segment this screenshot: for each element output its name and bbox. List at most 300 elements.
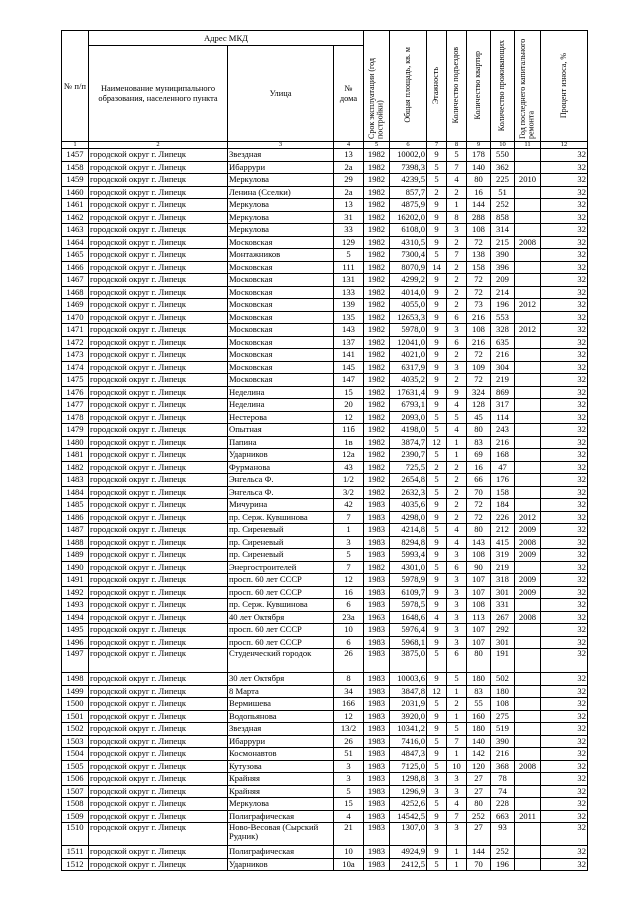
year-cell: 1983 [364,798,390,811]
house-cell: 42 [334,499,364,512]
area-cell: 4847,3 [390,748,427,761]
entrances-cell: 4 [447,798,467,811]
table-row [62,748,588,761]
area-cell: 1298,8 [390,773,427,786]
row-number: 1494 [62,611,89,624]
wear-cell: 32 [541,599,588,612]
entrances-cell: 3 [447,574,467,587]
apartments-cell: 80 [467,524,491,537]
row-number: 1491 [62,574,89,587]
floors-cell: 5 [427,249,447,262]
municipality-cell: городской округ г. Липецк [89,599,228,612]
municipality-cell: городской округ г. Липецк [89,624,228,637]
residents-cell: 216 [491,349,515,362]
apartments-cell: 73 [467,299,491,312]
year-cell: 1982 [364,386,390,399]
row-number: 1474 [62,361,89,374]
entrances-cell: 5 [447,149,467,162]
area-cell: 5978,5 [390,599,427,612]
residents-cell: 114 [491,411,515,424]
row-number: 1497 [62,649,89,673]
area-cell: 8070,9 [390,261,427,274]
house-cell: 23а [334,611,364,624]
floors-cell: 5 [427,561,447,574]
entrances-cell: 4 [447,536,467,549]
table-row [62,785,588,798]
area-cell: 4198,0 [390,424,427,437]
table-row [62,349,588,362]
wear-cell: 32 [541,299,588,312]
table-body [62,149,588,871]
table-row [62,524,588,537]
row-number: 1499 [62,685,89,698]
municipality-cell: городской округ г. Липецк [89,211,228,224]
street-cell: Ленина (Сселки) [228,186,334,199]
entrances-cell: 7 [447,735,467,748]
floors-cell: 9 [427,574,447,587]
table-row [62,336,588,349]
wear-cell: 32 [541,511,588,524]
residents-cell: 219 [491,374,515,387]
repair-year-cell [515,149,541,162]
house-cell: 2а [334,161,364,174]
table-row [62,361,588,374]
entrances-cell: 2 [447,474,467,487]
municipality-cell: городской округ г. Липецк [89,611,228,624]
year-cell: 1982 [364,374,390,387]
residents-cell: 158 [491,486,515,499]
repair-year-cell [515,499,541,512]
column-number: 12 [541,142,588,149]
area-cell: 5976,4 [390,624,427,637]
entrances-cell: 2 [447,299,467,312]
table-row [62,411,588,424]
repair-year-cell [515,461,541,474]
table-row [62,649,588,673]
row-number: 1480 [62,436,89,449]
column-number: 2 [89,142,228,149]
wear-cell: 32 [541,161,588,174]
house-cell: 131 [334,274,364,287]
area-cell: 4055,0 [390,299,427,312]
municipality-cell: городской округ г. Липецк [89,760,228,773]
residents-cell: 550 [491,149,515,162]
table-row [62,224,588,237]
entrances-cell: 1 [447,858,467,871]
residents-cell: 108 [491,698,515,711]
house-cell: 26 [334,649,364,673]
apartments-cell: 128 [467,399,491,412]
wear-cell: 32 [541,536,588,549]
entrances-cell: 2 [447,461,467,474]
street-cell: Московская [228,274,334,287]
street-cell: пр. Сиреневый [228,549,334,562]
entrances-cell: 2 [447,374,467,387]
street-cell: Московская [228,336,334,349]
municipality-cell: городской округ г. Липецк [89,685,228,698]
street-cell: Звездная [228,723,334,736]
floors-cell: 9 [427,361,447,374]
residents-cell: 74 [491,785,515,798]
area-cell: 4014,0 [390,286,427,299]
entrances-cell: 3 [447,823,467,846]
repair-year-cell [515,748,541,761]
residents-cell: 214 [491,286,515,299]
apartments-cell: 180 [467,673,491,686]
repair-year-cell [515,286,541,299]
residents-cell: 196 [491,299,515,312]
floors-cell: 9 [427,374,447,387]
entrances-cell: 2 [447,349,467,362]
wear-cell: 32 [541,374,588,387]
municipality-cell: городской округ г. Липецк [89,673,228,686]
floors-cell: 9 [427,586,447,599]
residents-cell: 304 [491,361,515,374]
municipality-cell: городской округ г. Липецк [89,499,228,512]
entrances-cell: 4 [447,174,467,187]
floors-cell: 9 [427,599,447,612]
area-cell: 10341,2 [390,723,427,736]
municipality-cell: городской округ г. Липецк [89,324,228,337]
floors-cell: 9 [427,274,447,287]
header-year-built: Срок эксплуатации (год постройки) [367,58,385,140]
entrances-cell: 2 [447,286,467,299]
municipality-cell: городской округ г. Липецк [89,349,228,362]
wear-cell: 32 [541,361,588,374]
repair-year-cell: 2008 [515,536,541,549]
apartments-cell: 324 [467,386,491,399]
row-number: 1457 [62,149,89,162]
entrances-cell: 5 [447,673,467,686]
wear-cell: 32 [541,199,588,212]
municipality-cell: городской округ г. Липецк [89,424,228,437]
residents-cell: 331 [491,599,515,612]
street-cell: Московская [228,349,334,362]
wear-cell: 32 [541,524,588,537]
year-cell: 1983 [364,785,390,798]
entrances-cell: 9 [447,386,467,399]
repair-year-cell: 2010 [515,174,541,187]
entrances-cell: 3 [447,636,467,649]
apartments-cell: 80 [467,424,491,437]
row-number: 1507 [62,785,89,798]
apartments-cell: 27 [467,785,491,798]
row-number: 1502 [62,723,89,736]
wear-cell: 32 [541,186,588,199]
area-cell: 6109,7 [390,586,427,599]
year-cell: 1982 [364,199,390,212]
wear-cell: 32 [541,574,588,587]
street-cell: пр. Сиреневый [228,524,334,537]
area-cell: 4214,8 [390,524,427,537]
apartments-cell: 80 [467,798,491,811]
repair-year-cell [515,411,541,424]
year-cell: 1983 [364,599,390,612]
column-number: 1 [62,142,89,149]
repair-year-cell: 2009 [515,549,541,562]
entrances-cell: 7 [447,249,467,262]
year-cell: 1983 [364,748,390,761]
entrances-cell: 5 [447,723,467,736]
year-cell: 1983 [364,846,390,859]
repair-year-cell [515,399,541,412]
table-row [62,586,588,599]
year-cell: 1983 [364,536,390,549]
residents-cell: 176 [491,474,515,487]
house-cell: 12 [334,574,364,587]
repair-year-cell [515,349,541,362]
street-cell: Московская [228,299,334,312]
wear-cell: 32 [541,611,588,624]
entrances-cell: 3 [447,361,467,374]
apartments-cell: 83 [467,436,491,449]
apartments-cell: 140 [467,735,491,748]
entrances-cell: 8 [447,211,467,224]
floors-cell: 9 [427,336,447,349]
table-row [62,161,588,174]
municipality-cell: городской округ г. Липецк [89,474,228,487]
year-cell: 1983 [364,574,390,587]
floors-cell: 9 [427,386,447,399]
apartments-cell: 72 [467,274,491,287]
area-cell: 2031,9 [390,698,427,711]
street-cell: Московская [228,374,334,387]
table-row [62,199,588,212]
table-row [62,511,588,524]
wear-cell: 32 [541,236,588,249]
year-cell: 1983 [364,636,390,649]
row-number: 1473 [62,349,89,362]
apartments-cell: 72 [467,511,491,524]
house-cell: 7 [334,511,364,524]
area-cell: 5993,4 [390,549,427,562]
entrances-cell: 6 [447,311,467,324]
repair-year-cell [515,199,541,212]
year-cell: 1982 [364,186,390,199]
area-cell: 7416,0 [390,735,427,748]
header-apartments: Количество квартир [473,50,483,120]
area-cell: 3874,7 [390,436,427,449]
municipality-cell: городской округ г. Липецк [89,536,228,549]
area-cell: 3847,8 [390,685,427,698]
row-number: 1478 [62,411,89,424]
house-cell: 13/2 [334,723,364,736]
wear-cell: 32 [541,549,588,562]
year-cell: 1983 [364,549,390,562]
apartments-cell: 80 [467,649,491,673]
header-area: Общая площадь, кв. м [402,47,412,124]
area-cell: 2412,5 [390,858,427,871]
repair-year-cell [515,698,541,711]
repair-year-cell [515,449,541,462]
year-cell: 1983 [364,685,390,698]
residents-cell: 858 [491,211,515,224]
floors-cell: 9 [427,349,447,362]
floors-cell: 9 [427,723,447,736]
area-cell: 7125,0 [390,760,427,773]
house-cell: 13 [334,199,364,212]
area-cell: 4035,2 [390,374,427,387]
house-cell: 1/2 [334,474,364,487]
table-row [62,436,588,449]
residents-cell: 228 [491,798,515,811]
municipality-cell: городской округ г. Липецк [89,261,228,274]
street-cell: Крайняя [228,773,334,786]
municipality-cell: городской округ г. Липецк [89,361,228,374]
repair-year-cell [515,723,541,736]
house-cell: 29 [334,174,364,187]
house-cell: 3 [334,773,364,786]
street-cell: Нестерова [228,411,334,424]
wear-cell: 32 [541,673,588,686]
street-cell: просп. 60 лет СССР [228,586,334,599]
area-cell: 10002,0 [390,149,427,162]
row-number: 1470 [62,311,89,324]
entrances-cell: 10 [447,760,467,773]
floors-cell: 9 [427,224,447,237]
repair-year-cell [515,361,541,374]
area-cell: 14542,5 [390,810,427,823]
municipality-cell: городской округ г. Липецк [89,399,228,412]
area-cell: 7398,3 [390,161,427,174]
year-cell: 1983 [364,586,390,599]
year-cell: 1963 [364,611,390,624]
floors-cell: 9 [427,311,447,324]
row-number: 1485 [62,499,89,512]
apartments-cell: 107 [467,636,491,649]
house-cell: 16 [334,586,364,599]
house-cell: 11б [334,424,364,437]
entrances-cell: 7 [447,161,467,174]
table-row [62,624,588,637]
street-cell: 40 лет Октября [228,611,334,624]
area-cell: 4299,2 [390,274,427,287]
house-cell: 12 [334,411,364,424]
house-cell: 12а [334,449,364,462]
entrances-cell: 1 [447,199,467,212]
wear-cell: 32 [541,785,588,798]
year-cell: 1982 [364,474,390,487]
entrances-cell: 1 [447,710,467,723]
row-number: 1504 [62,748,89,761]
floors-cell: 9 [427,673,447,686]
entrances-cell: 3 [447,599,467,612]
row-number: 1510 [62,823,89,846]
house-cell: 34 [334,685,364,698]
municipality-cell: городской округ г. Липецк [89,299,228,312]
column-number: 7 [427,142,447,149]
row-number: 1512 [62,858,89,871]
year-cell: 1983 [364,810,390,823]
wear-cell: 32 [541,858,588,871]
table-row [62,261,588,274]
wear-cell: 32 [541,211,588,224]
repair-year-cell: 2009 [515,586,541,599]
row-number: 1493 [62,599,89,612]
wear-cell: 32 [541,846,588,859]
entrances-cell: 3 [447,611,467,624]
apartments-cell: 45 [467,411,491,424]
row-number: 1484 [62,486,89,499]
street-cell: просп. 60 лет СССР [228,636,334,649]
year-cell: 1982 [364,336,390,349]
row-number: 1458 [62,161,89,174]
street-cell: Студенческий городок [228,649,334,673]
municipality-cell: городской округ г. Липецк [89,858,228,871]
floors-cell: 5 [427,474,447,487]
apartments-cell: 72 [467,499,491,512]
apartments-cell: 69 [467,449,491,462]
street-cell: просп. 60 лет СССР [228,624,334,637]
table-row [62,846,588,859]
street-cell: Меркулова [228,211,334,224]
table-row [62,311,588,324]
wear-cell: 32 [541,436,588,449]
repair-year-cell [515,823,541,846]
mkd-registry-table [61,30,588,871]
floors-cell: 9 [427,810,447,823]
table-row [62,735,588,748]
year-cell: 1982 [364,274,390,287]
apartments-cell: 107 [467,586,491,599]
residents-cell: 301 [491,636,515,649]
municipality-cell: городской округ г. Липецк [89,524,228,537]
repair-year-cell [515,211,541,224]
row-number: 1482 [62,461,89,474]
repair-year-cell [515,386,541,399]
table-row [62,474,588,487]
row-number: 1460 [62,186,89,199]
table-row [62,174,588,187]
year-cell: 1983 [364,524,390,537]
street-cell: Меркулова [228,174,334,187]
entrances-cell: 3 [447,549,467,562]
residents-cell: 415 [491,536,515,549]
apartments-cell: 72 [467,349,491,362]
wear-cell: 32 [541,685,588,698]
repair-year-cell: 2012 [515,324,541,337]
floors-cell: 9 [427,299,447,312]
entrances-cell: 4 [447,424,467,437]
row-number: 1477 [62,399,89,412]
apartments-cell: 16 [467,186,491,199]
apartments-cell: 120 [467,760,491,773]
table-row [62,486,588,499]
house-cell: 141 [334,349,364,362]
house-cell: 111 [334,261,364,274]
municipality-cell: городской округ г. Липецк [89,810,228,823]
residents-cell: 635 [491,336,515,349]
street-cell: Вермишева [228,698,334,711]
street-cell: Меркулова [228,224,334,237]
entrances-cell: 6 [447,649,467,673]
house-cell: 6 [334,636,364,649]
residents-cell: 390 [491,735,515,748]
house-cell: 147 [334,374,364,387]
row-number: 1486 [62,511,89,524]
street-cell: Ударников [228,858,334,871]
municipality-cell: городской округ г. Липецк [89,149,228,162]
municipality-cell: городской округ г. Липецк [89,286,228,299]
floors-cell: 5 [427,161,447,174]
house-cell: 15 [334,386,364,399]
area-cell: 8294,8 [390,536,427,549]
floors-cell: 5 [427,486,447,499]
table-row [62,211,588,224]
street-cell: Ударников [228,449,334,462]
area-cell: 4239,5 [390,174,427,187]
municipality-cell: городской округ г. Липецк [89,199,228,212]
